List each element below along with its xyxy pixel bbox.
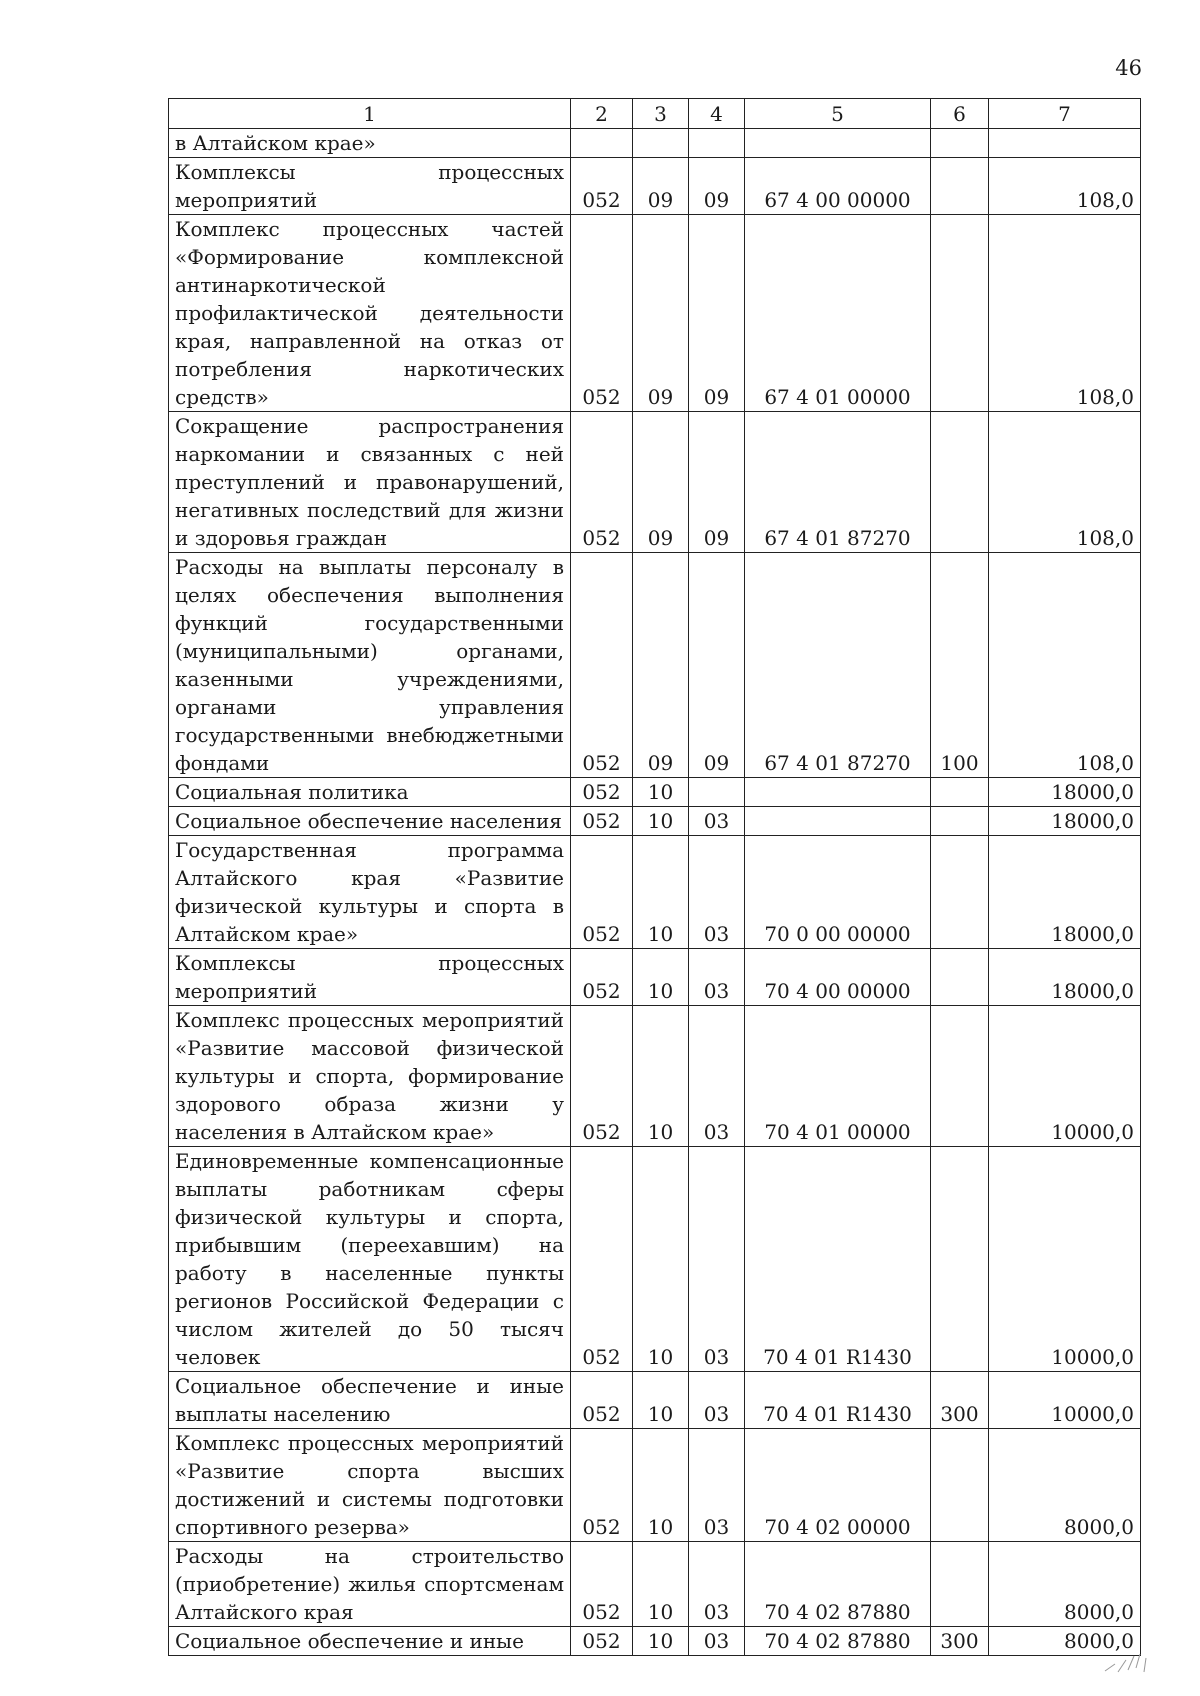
cell-grbs: 052: [571, 1006, 633, 1147]
cell-grbs: 052: [571, 215, 633, 412]
table-row: [169, 836, 1141, 949]
table-row: [169, 412, 1141, 553]
cell-amount: 10000,0: [989, 1147, 1141, 1372]
budget-table: [168, 98, 1141, 1656]
cell-csr: [745, 778, 931, 807]
cell-pr: 03: [689, 1627, 745, 1656]
cell-pr: 03: [689, 1147, 745, 1372]
cell-name: Социальная политика: [169, 778, 571, 807]
cell-rz: 09: [633, 412, 689, 553]
cell-rz: 10: [633, 1627, 689, 1656]
cell-amount: 18000,0: [989, 778, 1141, 807]
cell-csr: 67 4 00 00000: [745, 158, 931, 215]
cell-amount: 8000,0: [989, 1429, 1141, 1542]
cell-vr: [931, 1006, 989, 1147]
cell-pr: 03: [689, 1542, 745, 1627]
cell-csr: 70 4 02 87880: [745, 1627, 931, 1656]
table-row: [169, 1372, 1141, 1429]
header-col-7: 7: [989, 99, 1141, 129]
cell-name: Комплекс процессных мероприятий «Развитие спорта высших достижений и системы подготовки спортивного резерва»: [169, 1429, 571, 1542]
header-col-4: 4: [689, 99, 745, 129]
cell-rz: 10: [633, 836, 689, 949]
cell-csr: 70 4 01 R1430: [745, 1147, 931, 1372]
cell-name: Комплексы процессных мероприятий: [169, 158, 571, 215]
cell-grbs: 052: [571, 412, 633, 553]
cell-amount: 108,0: [989, 412, 1141, 553]
header-row: [169, 99, 1141, 129]
cell-grbs: [571, 129, 633, 158]
page-number: 46: [1115, 56, 1142, 80]
table-row: [169, 1627, 1141, 1656]
cell-name: Социальное обеспечение и иные выплаты населению: [169, 1372, 571, 1429]
cell-name: Социальное обеспечение и иные: [169, 1627, 571, 1656]
header-col-1: 1: [169, 99, 571, 129]
cell-amount: 108,0: [989, 553, 1141, 778]
cell-grbs: 052: [571, 1542, 633, 1627]
table-row: [169, 158, 1141, 215]
table-row: [169, 1147, 1141, 1372]
cell-vr: [931, 129, 989, 158]
cell-amount: 10000,0: [989, 1372, 1141, 1429]
cell-csr: 67 4 01 00000: [745, 215, 931, 412]
cell-vr: [931, 215, 989, 412]
cell-vr: [931, 836, 989, 949]
cell-rz: 10: [633, 1147, 689, 1372]
cell-vr: [931, 1147, 989, 1372]
table-row: [169, 1429, 1141, 1542]
cell-csr: 70 4 02 87880: [745, 1542, 931, 1627]
cell-pr: 09: [689, 412, 745, 553]
cell-rz: 10: [633, 1429, 689, 1542]
cell-grbs: 052: [571, 836, 633, 949]
cell-rz: 09: [633, 553, 689, 778]
cell-csr: 70 0 00 00000: [745, 836, 931, 949]
cell-grbs: 052: [571, 553, 633, 778]
cell-rz: 09: [633, 158, 689, 215]
table-row: [169, 129, 1141, 158]
scan-artifact-mark: [1100, 1646, 1160, 1676]
table-row: [169, 807, 1141, 836]
cell-csr: 67 4 01 87270: [745, 412, 931, 553]
cell-pr: [689, 778, 745, 807]
cell-rz: 10: [633, 1372, 689, 1429]
cell-pr: 03: [689, 807, 745, 836]
cell-vr: [931, 158, 989, 215]
cell-rz: 10: [633, 778, 689, 807]
cell-pr: 03: [689, 1372, 745, 1429]
cell-name: Расходы на строительство (приобретение) жилья спортсменам Алтайского края: [169, 1542, 571, 1627]
cell-csr: 67 4 01 87270: [745, 553, 931, 778]
cell-pr: 03: [689, 949, 745, 1006]
cell-amount: 18000,0: [989, 836, 1141, 949]
table-row: [169, 215, 1141, 412]
cell-name: Комплексы процессных мероприятий: [169, 949, 571, 1006]
cell-grbs: 052: [571, 1372, 633, 1429]
table-row: [169, 553, 1141, 778]
cell-rz: 10: [633, 1542, 689, 1627]
cell-grbs: 052: [571, 778, 633, 807]
cell-grbs: 052: [571, 1147, 633, 1372]
table-header: [169, 99, 1141, 129]
cell-vr: [931, 1542, 989, 1627]
cell-vr: 300: [931, 1372, 989, 1429]
table-row: [169, 1006, 1141, 1147]
cell-amount: 8000,0: [989, 1542, 1141, 1627]
cell-name: Государственная программа Алтайского края «Развитие физической культуры и спорта в Алтайском крае»: [169, 836, 571, 949]
cell-amount: 18000,0: [989, 807, 1141, 836]
cell-csr: [745, 807, 931, 836]
cell-amount: [989, 129, 1141, 158]
cell-rz: [633, 129, 689, 158]
cell-amount: 8000,0: [989, 1627, 1141, 1656]
cell-vr: [931, 1429, 989, 1542]
cell-name: Комплекс процессных частей «Формирование комплексной антинаркотической профилактической деятельности края, направленной на отказ от потребления наркотических средств»: [169, 215, 571, 412]
cell-grbs: 052: [571, 158, 633, 215]
cell-csr: [745, 129, 931, 158]
cell-csr: 70 4 02 00000: [745, 1429, 931, 1542]
cell-rz: 09: [633, 215, 689, 412]
cell-vr: [931, 949, 989, 1006]
cell-grbs: 052: [571, 807, 633, 836]
cell-amount: 108,0: [989, 158, 1141, 215]
cell-vr: [931, 807, 989, 836]
cell-name: Единовременные компенсационные выплаты работникам сферы физической культуры и спорта, прибывшим (переехавшим) на работу в населенные пункты регионов Российской Федерации с числом жителей до 50 тысяч человек: [169, 1147, 571, 1372]
cell-pr: [689, 129, 745, 158]
cell-grbs: 052: [571, 1429, 633, 1542]
cell-grbs: 052: [571, 1627, 633, 1656]
cell-pr: 03: [689, 1429, 745, 1542]
cell-rz: 10: [633, 949, 689, 1006]
cell-amount: 108,0: [989, 215, 1141, 412]
cell-name: в Алтайском крае»: [169, 129, 571, 158]
cell-csr: 70 4 01 R1430: [745, 1372, 931, 1429]
header-col-5: 5: [745, 99, 931, 129]
cell-grbs: 052: [571, 949, 633, 1006]
table-row: [169, 949, 1141, 1006]
cell-pr: 09: [689, 158, 745, 215]
cell-pr: 03: [689, 836, 745, 949]
cell-rz: 10: [633, 1006, 689, 1147]
header-col-6: 6: [931, 99, 989, 129]
cell-vr: [931, 412, 989, 553]
cell-csr: 70 4 00 00000: [745, 949, 931, 1006]
table-body: [169, 129, 1141, 1656]
table-row: [169, 778, 1141, 807]
cell-rz: 10: [633, 807, 689, 836]
cell-name: Социальное обеспечение населения: [169, 807, 571, 836]
cell-amount: 10000,0: [989, 1006, 1141, 1147]
cell-vr: 300: [931, 1627, 989, 1656]
cell-vr: [931, 778, 989, 807]
cell-amount: 18000,0: [989, 949, 1141, 1006]
cell-name: Расходы на выплаты персоналу в целях обеспечения выполнения функций государственными (муниципальными) органами, казенными учреждениями, органами управления государственными внебюджетными фондами: [169, 553, 571, 778]
cell-name: Комплекс процессных мероприятий «Развитие массовой физической культуры и спорта, формирование здорового образа жизни у населения в Алтайском крае»: [169, 1006, 571, 1147]
cell-csr: 70 4 01 00000: [745, 1006, 931, 1147]
cell-pr: 09: [689, 215, 745, 412]
cell-vr: 100: [931, 553, 989, 778]
cell-pr: 09: [689, 553, 745, 778]
header-col-3: 3: [633, 99, 689, 129]
cell-name: Сокращение распространения наркомании и связанных с ней преступлений и правонарушений, негативных последствий для жизни и здоровья граждан: [169, 412, 571, 553]
table-row: [169, 1542, 1141, 1627]
header-col-2: 2: [571, 99, 633, 129]
cell-pr: 03: [689, 1006, 745, 1147]
